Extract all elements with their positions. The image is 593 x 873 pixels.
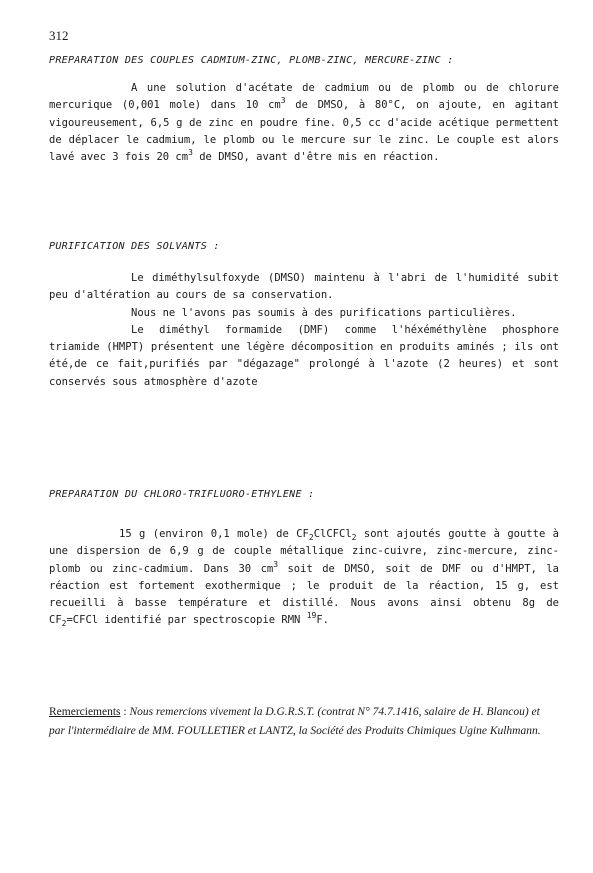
- section-heading-chloro: PREPARATION DU CHLORO-TRIFLUORO-ETHYLENE :: [49, 489, 315, 500]
- superscript: 19: [306, 611, 317, 621]
- section-heading-couples: PREPARATION DES COUPLES CADMIUM-ZINC, PLOMB-ZINC, MERCURE-ZINC :: [49, 55, 454, 66]
- subscript: 2: [351, 533, 357, 542]
- paragraph-couples: [49, 80, 559, 166]
- paragraph-text: [49, 80, 559, 166]
- text-run: F.: [316, 614, 329, 627]
- acknowledgements: [49, 703, 554, 741]
- acknowledgements-label: Remerciements: [49, 706, 121, 718]
- superscript: 3: [188, 148, 193, 158]
- section-heading-solvants: PURIFICATION DES SOLVANTS :: [49, 241, 220, 252]
- text-run: =CFCl identifié par spectroscopie RMN: [66, 614, 307, 627]
- text-run: 15 g (environ 0,1 mole) de CF: [119, 528, 309, 540]
- superscript: 3: [273, 559, 279, 569]
- acknowledgements-text: Nous remercions vivement la D.G.R.S.T. (contrat N° 74.7.1416, salaire de H. Blancou) et par l'intermédiaire de MM. FOULLETIER et LANTZ, la Société des Produits Chimiques Ugine Kulhmann.: [49, 706, 541, 737]
- paragraph-text: [49, 526, 559, 630]
- paragraph-text: Le diméthylsulfoxyde (DMSO) maintenu à l'abri de l'humidité subit peu d'altération au cours de sa conservation.: [49, 272, 559, 302]
- superscript: 3: [280, 96, 286, 106]
- acknowledgements-separator: :: [120, 706, 130, 718]
- subscript: 2: [308, 533, 314, 542]
- text-run: ClCFCl: [313, 528, 352, 540]
- text-run: sont ajoutés goutte à goutte à une dispersion de 6,9 g de couple métallique zinc-cuivre, zinc-mercure, zinc-plomb ou zinc-cadmium. Dans 30 cm: [49, 528, 560, 575]
- paragraph-solvants: [49, 270, 559, 391]
- page-number: 312: [49, 28, 69, 43]
- text-run: soit de DMSO, soit de DMF ou d'HMPT, la réaction est fortement exothermique ; le produit de la réaction, 15 g, est recueilli à basse température et distillé. Nous avons ainsi obtenu 8g de CF: [49, 562, 559, 627]
- text-run: de DMSO, avant d'être mis en réaction.: [192, 151, 440, 164]
- text-run: A une solution d'acétate de cadmium ou de plomb ou de chlorure mercurique (0,001 mole) dans 10 cm: [49, 82, 559, 112]
- paragraph-text: Le diméthyl formamide (DMF) comme l'héxéméthylène phosphore triamide (HMPT) présentent une légère décomposition en produits aminés ; ils ont été,de ce fait,purifiés par "dégazage" prolongé à l'azote (2 heures) et sont conservés sous atmosphère d'azote: [49, 323, 559, 388]
- text-run: de DMSO, à 80°C, on ajoute, en agitant vigoureusement, 6,5 g de zinc en poudre fine. 0,5 cc d'acide acétique permettent de déplacer le cadmium, le plomb ou le mercure sur le zinc. Le couple est alors lavé avec 3 fois 20 cm: [49, 99, 560, 164]
- paragraph-text: Nous ne l'avons pas soumis à des purifications particulières.: [131, 306, 517, 319]
- paragraph-chloro: [49, 526, 559, 630]
- subscript: 2: [61, 619, 67, 629]
